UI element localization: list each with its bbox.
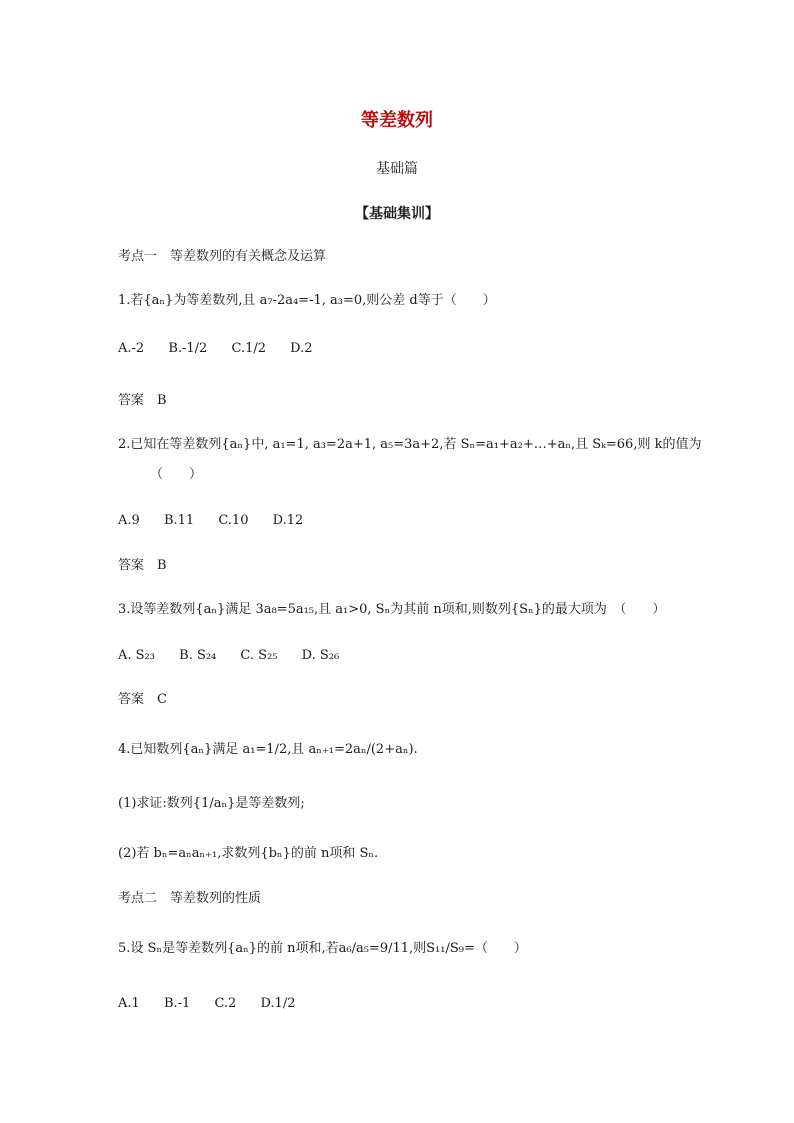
q1-text: 1.若{aₙ}为等差数列,且 a₇-2a₄=-1, a₃=0,则公差 d等于（ ）	[118, 293, 496, 308]
kaodian-2-heading: 考点二 等差数列的性质	[118, 891, 262, 906]
q2-answer: 答案 B	[118, 558, 167, 573]
q2-option-c: C.10	[218, 513, 249, 528]
q2-option-a: A.9	[118, 513, 140, 528]
q1-option-d: D.2	[290, 341, 313, 356]
q3-answer: 答案 C	[118, 692, 167, 707]
q4-text: 4.已知数列{aₙ}满足 a₁=1/2,且 aₙ₊₁=2aₙ/(2+aₙ).	[118, 742, 418, 757]
q5-option-b: B.-1	[163, 996, 191, 1011]
q2-text: 2.已知在等差数列{aₙ}中, a₁=1, a₃=2a+1, a₅=3a+2,若 Sₙ=a₁+a₂+…+aₙ,且 Sₖ=66,则 k的值为	[118, 437, 702, 452]
section-heading: 【基础集训】	[355, 206, 439, 222]
q1-option-c: C.1/2	[231, 341, 267, 356]
q5-option-c: C.2	[214, 996, 237, 1011]
q5-text: 5.设 Sₙ是等差数列{aₙ}的前 n项和,若a₆/a₅=9/11,则S₁₁/S₉=（ ）	[118, 941, 527, 956]
q3-option-b: B. S₂₄	[179, 648, 217, 663]
q4-part1: (1)求证:数列{1/aₙ}是等差数列;	[118, 796, 305, 811]
q2-option-d: D.12	[272, 513, 304, 528]
q1-option-b: B.-1/2	[168, 341, 208, 356]
q5-option-d: D.1/2	[260, 996, 296, 1011]
q1-options	[118, 340, 333, 358]
q5-options	[118, 995, 315, 1013]
q3-text: 3.设等差数列{aₙ}满足 3a₈=5a₁₅,且 a₁>0, Sₙ为其前 n项和,则数列{Sₙ}的最大项为 （ ）	[118, 602, 666, 617]
q2-paren: （ ）	[150, 467, 203, 482]
q3-option-c: C. S₂₅	[240, 648, 278, 663]
page-title: 等差数列	[361, 110, 433, 131]
q3-option-d: D. S₂₆	[301, 648, 340, 663]
kaodian-1-heading: 考点一 等差数列的有关概念及运算	[118, 249, 327, 264]
q1-answer: 答案 B	[118, 393, 167, 408]
page-subtitle: 基础篇	[376, 161, 418, 177]
q3-options	[118, 647, 359, 665]
q3-option-a: A. S₂₃	[118, 648, 155, 663]
q2-option-b: B.11	[163, 513, 195, 528]
q2-options	[118, 512, 323, 530]
q5-option-a: A.1	[118, 996, 140, 1011]
q1-option-a: A.-2	[118, 341, 145, 356]
q4-part2: (2)若 bₙ=aₙaₙ₊₁,求数列{bₙ}的前 n项和 Sₙ.	[118, 846, 379, 861]
